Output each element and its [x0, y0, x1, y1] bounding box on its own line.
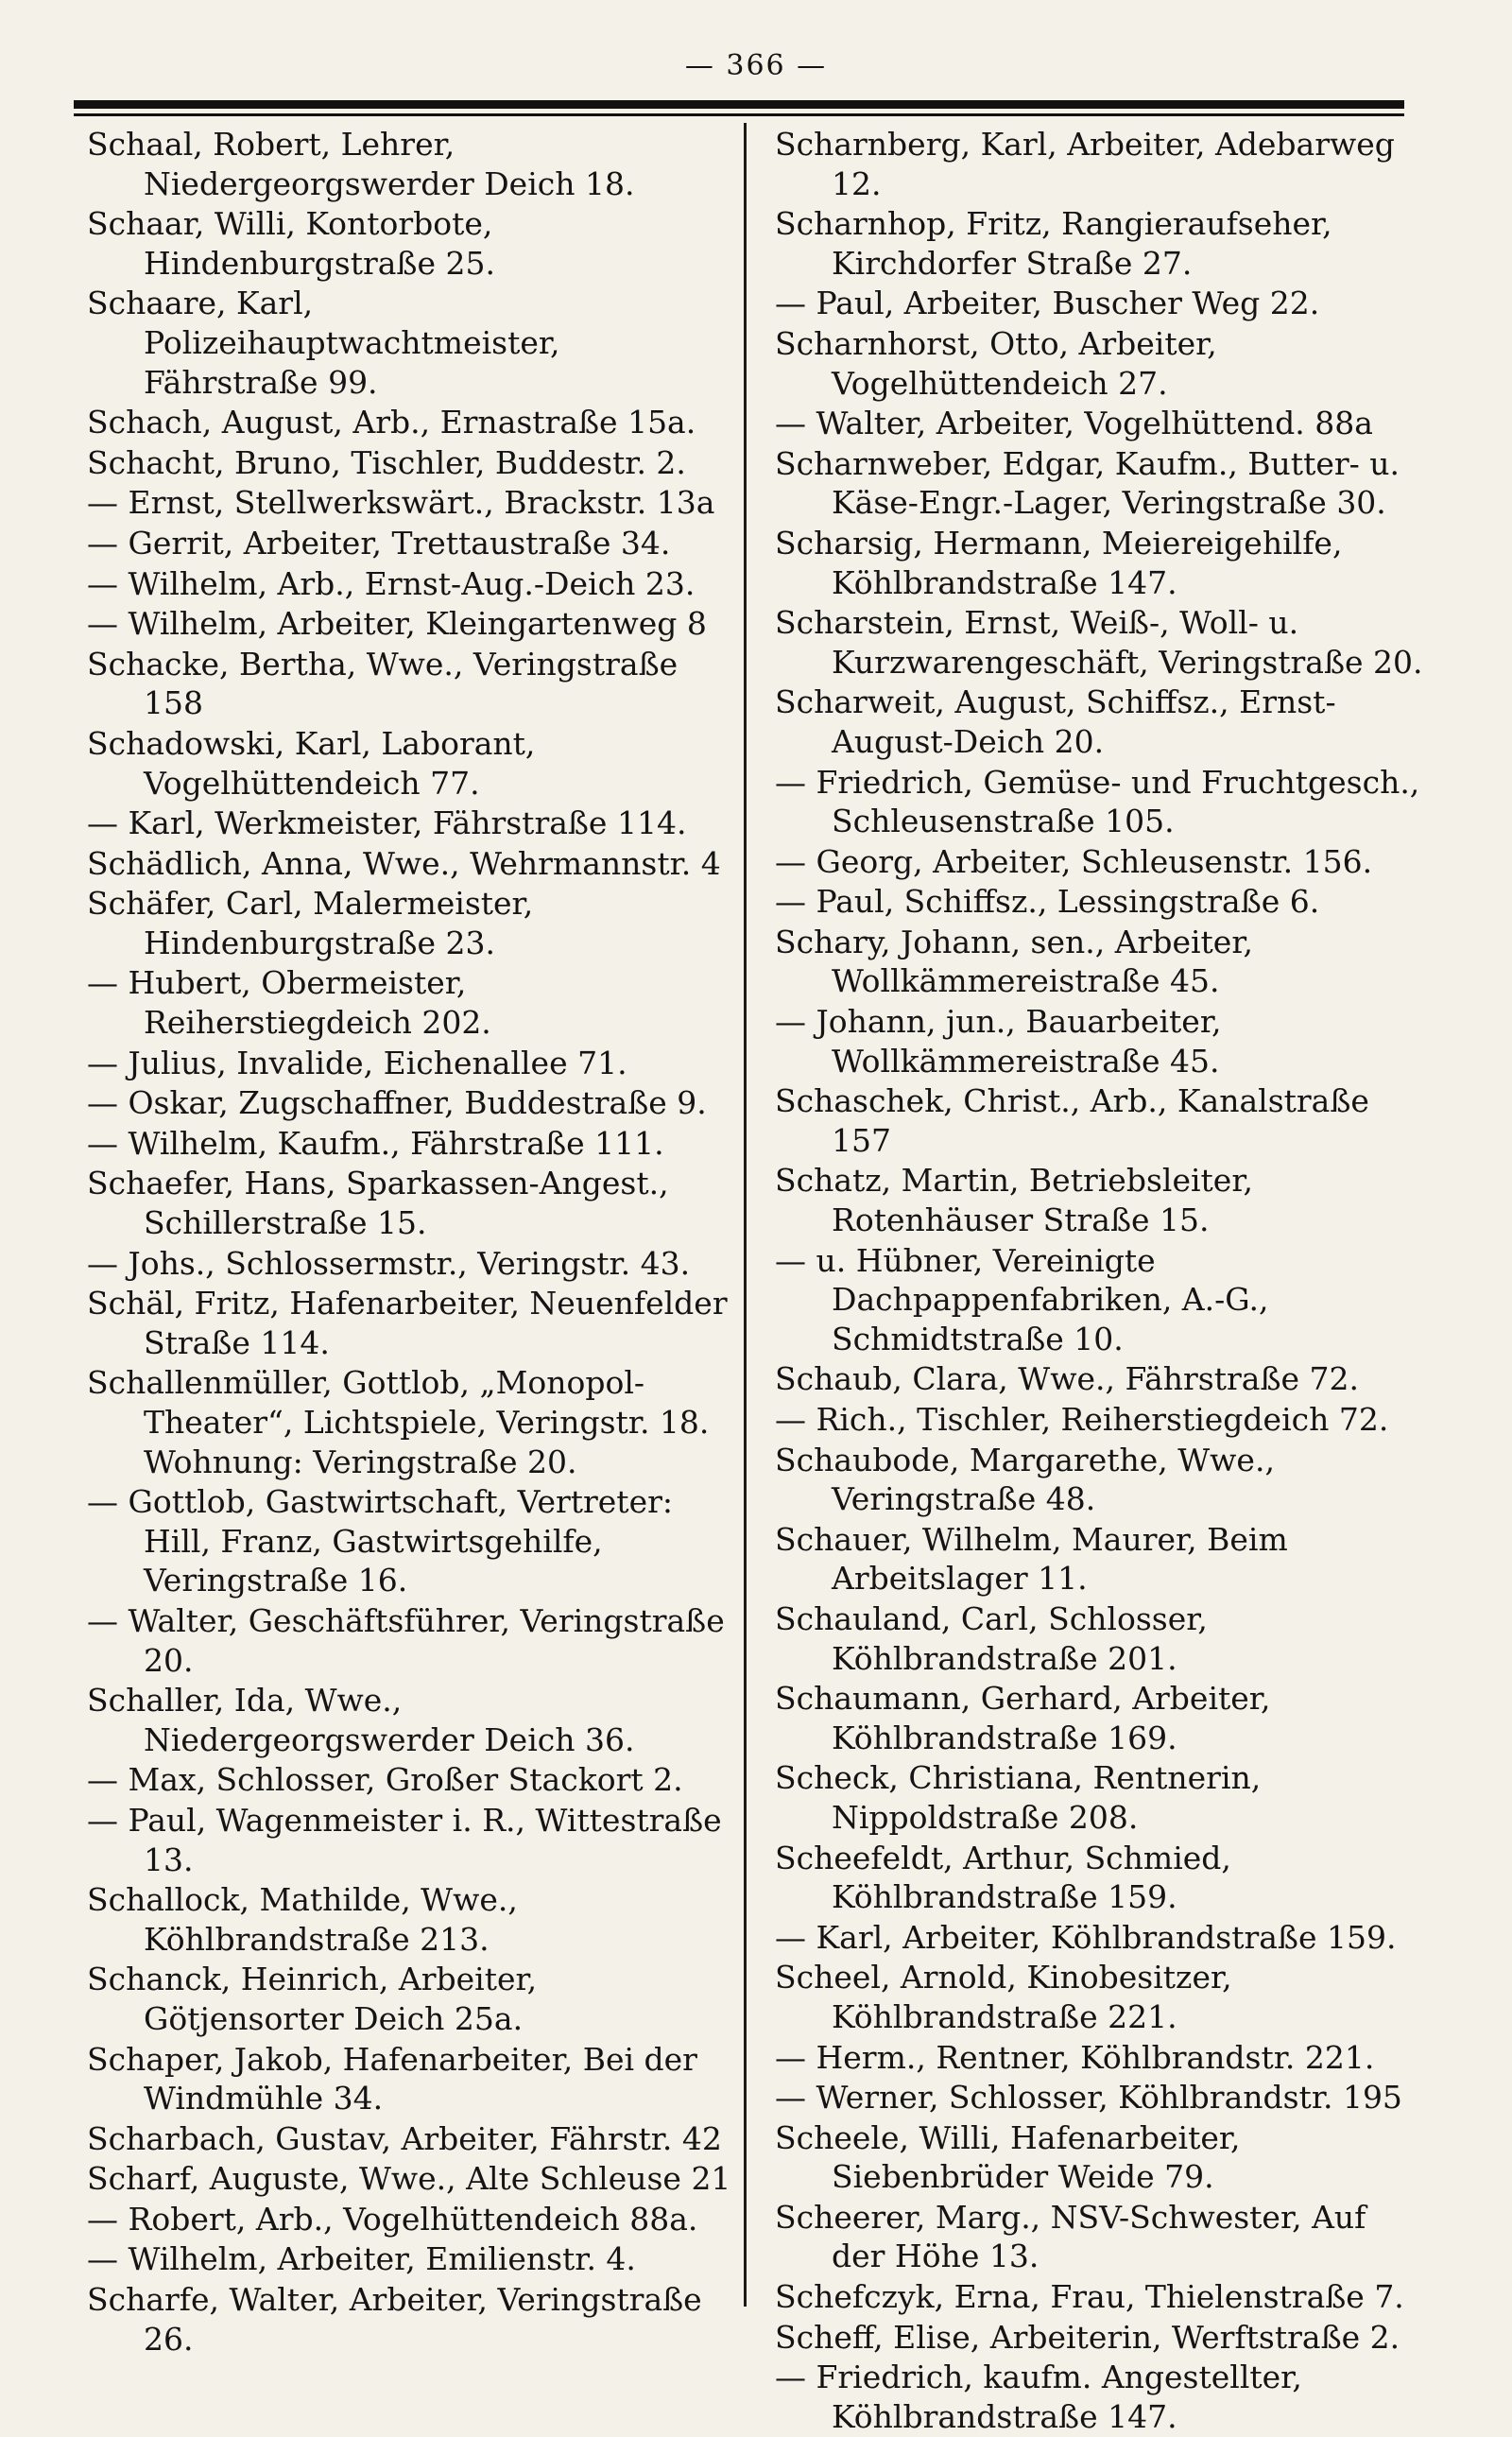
directory-entry: — Paul, Arbeiter, Buscher Weg 22.: [775, 285, 1320, 322]
directory-entry: Scharnweber, Edgar, Kaufm., Butter- u. Käse-Engr.-Lager, Veringstraße 30.: [775, 444, 1400, 522]
directory-entry: Schaare, Karl, Polizeihauptwachtmeister, Fährstraße 99.: [87, 285, 560, 401]
directory-entry: Schädlich, Anna, Wwe., Wehrmannstr. 4: [87, 844, 721, 882]
directory-entry: Schäl, Fritz, Hafenarbeiter, Neuenfelder Straße 114.: [87, 1285, 728, 1361]
directory-entry: — Gerrit, Arbeiter, Trettaustraße 34.: [87, 524, 671, 562]
directory-entry: Scheff, Elise, Arbeiterin, Werftstraße 2.: [775, 2318, 1400, 2356]
directory-entry: — Friedrich, Gemüse- und Fruchtgesch., Schleusenstraße 105.: [775, 763, 1420, 840]
directory-entry: — Karl, Werkmeister, Fährstraße 114.: [87, 804, 687, 842]
directory-entry: Schäfer, Carl, Malermeister, Hindenburgstraße 23.: [87, 885, 534, 961]
header-rule-thick: [74, 100, 1404, 109]
directory-entry: Scheerer, Marg., NSV-Schwester, Auf der Höhe 13.: [775, 2198, 1366, 2275]
directory-entry: Schallock, Mathilde, Wwe., Köhlbrandstraße 213.: [87, 1881, 518, 1958]
directory-entry: — Karl, Arbeiter, Köhlbrandstraße 159.: [775, 1918, 1397, 1956]
directory-entry: — Rich., Tischler, Reiherstiegdeich 72.: [775, 1401, 1389, 1438]
directory-entry: Schatz, Martin, Betriebsleiter, Rotenhäuser Straße 15.: [775, 1162, 1253, 1239]
directory-entry: — Gottlob, Gastwirtschaft, Vertreter: Hill, Franz, Gastwirtsgehilfe, Veringstraße 16.: [87, 1483, 673, 1599]
directory-entry: — Wilhelm, Kaufm., Fährstraße 111.: [87, 1124, 664, 1162]
directory-entry: Schanck, Heinrich, Arbeiter, Götjensorter Deich 25a.: [87, 1961, 538, 2037]
directory-entry: — Hubert, Obermeister, Reiherstiegdeich 202.: [87, 964, 491, 1042]
directory-entry: Scharstein, Ernst, Weiß-, Woll- u. Kurzwarengeschäft, Veringstraße 20.: [775, 604, 1423, 681]
directory-entry: — Werner, Schlosser, Köhlbrandstr. 195: [775, 2079, 1402, 2117]
directory-entry: — Johann, jun., Bauarbeiter, Wollkämmereistraße 45.: [775, 1003, 1222, 1080]
directory-entry: Schacht, Bruno, Tischler, Buddestr. 2.: [87, 443, 686, 481]
directory-entry: — Max, Schlosser, Großer Stackort 2.: [87, 1761, 683, 1799]
directory-entry: Schach, August, Arb., Ernastraße 15a.: [87, 404, 696, 441]
directory-entry: Schaub, Clara, Wwe., Fährstraße 72.: [775, 1360, 1359, 1398]
directory-entry: Scharnhorst, Otto, Arbeiter, Vogelhüttendeich 27.: [775, 324, 1217, 402]
left-column: [87, 125, 739, 2359]
directory-entry: Scheck, Christiana, Rentnerin, Nippoldstraße 208.: [775, 1759, 1262, 1836]
directory-entry: Schauland, Carl, Schlosser, Köhlbrandstraße 201.: [775, 1599, 1208, 1677]
directory-entry: Schaper, Jakob, Hafenarbeiter, Bei der Windmühle 34.: [87, 2040, 697, 2117]
directory-entry: Schefczyk, Erna, Frau, Thielenstraße 7.: [775, 2278, 1404, 2316]
directory-entry: — Julius, Invalide, Eichenallee 71.: [87, 1044, 627, 1081]
directory-entry: Schaubode, Margarethe, Wwe., Veringstraße 48.: [775, 1441, 1275, 1518]
directory-entry: — Friedrich, kaufm. Angestellter, Köhlbrandstraße 147.: [775, 2359, 1302, 2435]
directory-entry: Scheefeldt, Arthur, Schmied, Köhlbrandstraße 159.: [775, 1839, 1231, 1916]
directory-entry: Scheele, Willi, Hafenarbeiter, Siebenbrüder Weide 79.: [775, 2118, 1241, 2196]
directory-entry: — Georg, Arbeiter, Schleusenstr. 156.: [775, 842, 1373, 880]
directory-entry: Scharbach, Gustav, Arbeiter, Fährstr. 42: [87, 2119, 722, 2157]
directory-entry: — u. Hübner, Vereinigte Dachpappenfabriken, A.-G., Schmidtstraße 10.: [775, 1241, 1269, 1357]
directory-entry: Schauer, Wilhelm, Maurer, Beim Arbeitslager 11.: [775, 1520, 1288, 1598]
directory-entry: Scharnhop, Fritz, Rangieraufseher, Kirchdorfer Straße 27.: [775, 205, 1332, 282]
directory-entry: Schaal, Robert, Lehrer, Niedergeorgswerder Deich 18.: [87, 126, 635, 202]
directory-entry: Schacke, Bertha, Wwe., Veringstraße 158: [87, 645, 679, 722]
right-column: [775, 125, 1427, 2437]
directory-entry: Schaefer, Hans, Sparkassen-Angest., Schillerstraße 15.: [87, 1165, 669, 1242]
directory-entry: Scharfe, Walter, Arbeiter, Veringstraße 26.: [87, 2281, 702, 2358]
directory-entry: Scharweit, August, Schiffsz., Ernst-August-Deich 20.: [775, 683, 1336, 760]
directory-entry: — Oskar, Zugschaffner, Buddestraße 9.: [87, 1084, 707, 1122]
directory-entry: — Paul, Wagenmeister i. R., Wittestraße 13.: [87, 1801, 722, 1878]
directory-entry: Scheel, Arnold, Kinobesitzer, Köhlbrandstraße 221.: [775, 1959, 1232, 2035]
directory-entry: — Wilhelm, Arb., Ernst-Aug.-Deich 23.: [87, 564, 696, 602]
directory-entry: Schaschek, Christ., Arb., Kanalstraße 157: [775, 1082, 1369, 1159]
directory-entry: — Wilhelm, Arbeiter, Emilienstr. 4.: [87, 2240, 636, 2278]
directory-entry: — Wilhelm, Arbeiter, Kleingartenweg 8: [87, 605, 707, 643]
directory-entry: — Herm., Rentner, Köhlbrandstr. 221.: [775, 2038, 1375, 2076]
directory-entry: Scharsig, Hermann, Meiereigehilfe, Köhlbrandstraße 147.: [775, 524, 1343, 601]
directory-entry: — Johs., Schlossermstr., Veringstr. 43.: [87, 1244, 691, 1282]
header-rule-thin: [74, 113, 1404, 116]
directory-entry: Scharnberg, Karl, Arbeiter, Adebarweg 12.: [775, 126, 1395, 202]
page-number: — 366 —: [684, 49, 828, 82]
directory-entry: Schary, Johann, sen., Arbeiter, Wollkämmereistraße 45.: [775, 923, 1253, 1000]
directory-entry: Schaar, Willi, Kontorbote, Hindenburgstraße 25.: [87, 205, 495, 282]
directory-entry: — Walter, Geschäftsführer, Veringstraße 20.: [87, 1601, 725, 1679]
directory-entry: — Paul, Schiffsz., Lessingstraße 6.: [775, 883, 1320, 921]
directory-entry: Schadowski, Karl, Laborant, Vogelhüttendeich 77.: [87, 724, 536, 802]
directory-entry: Schaumann, Gerhard, Arbeiter, Köhlbrandstraße 169.: [775, 1680, 1271, 1756]
directory-entry: — Ernst, Stellwerkswärt., Brackstr. 13a: [87, 484, 715, 522]
directory-entry: — Robert, Arb., Vogelhüttendeich 88a.: [87, 2200, 698, 2238]
directory-entry: — Walter, Arbeiter, Vogelhüttend. 88a: [775, 405, 1373, 442]
directory-entry: Schaller, Ida, Wwe., Niedergeorgswerder Deich 36.: [87, 1682, 635, 1758]
directory-entry: Schallenmüller, Gottlob, „Monopol-Theater“, Lichtspiele, Veringstr. 18. Wohnung: Veringstraße 20.: [87, 1364, 710, 1480]
column-divider: [744, 123, 747, 2307]
directory-entry: Scharf, Auguste, Wwe., Alte Schleuse 21: [87, 2160, 731, 2198]
